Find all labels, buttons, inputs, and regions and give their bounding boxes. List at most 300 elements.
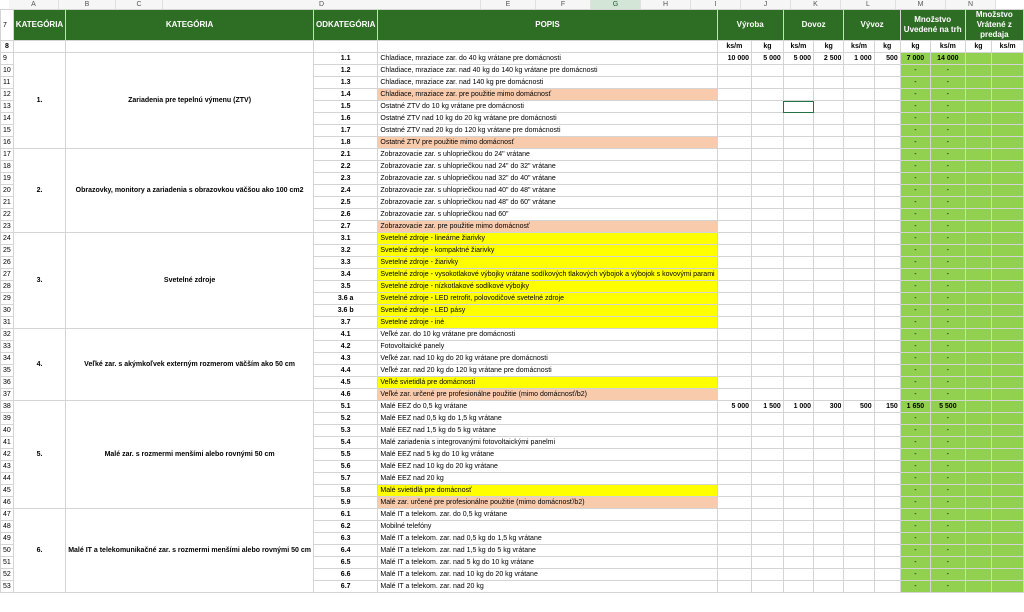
value-cell-h[interactable] [814, 149, 844, 161]
row-number[interactable]: 30 [1, 305, 14, 317]
value-cell-k[interactable]: - [900, 77, 930, 89]
value-cell-i[interactable] [844, 185, 874, 197]
subcategory-code[interactable]: 2.3 [313, 173, 377, 185]
value-cell-m[interactable] [965, 305, 992, 317]
value-cell-e[interactable] [717, 413, 752, 425]
value-cell-e[interactable] [717, 461, 752, 473]
value-cell-g[interactable] [783, 461, 813, 473]
value-cell-i[interactable] [844, 209, 874, 221]
description-cell[interactable]: Zobrazovacie zar. s uhlopriečkou nad 40" do 48" vrátane [378, 185, 717, 197]
value-cell-m[interactable] [965, 497, 992, 509]
value-cell-g[interactable] [783, 281, 813, 293]
value-cell-h[interactable] [814, 581, 844, 593]
value-cell-j[interactable] [874, 557, 900, 569]
value-cell-n[interactable] [992, 581, 1024, 593]
value-cell-k[interactable]: - [900, 353, 930, 365]
value-cell-h[interactable] [814, 413, 844, 425]
value-cell-f[interactable] [752, 197, 784, 209]
value-cell-i[interactable] [844, 497, 874, 509]
value-cell-j[interactable] [874, 197, 900, 209]
value-cell-g[interactable] [783, 197, 813, 209]
value-cell-h[interactable] [814, 497, 844, 509]
value-cell-f[interactable] [752, 137, 784, 149]
value-cell-k[interactable]: - [900, 341, 930, 353]
value-cell-k[interactable]: - [900, 185, 930, 197]
row-number[interactable]: 26 [1, 257, 14, 269]
row-number[interactable]: 46 [1, 497, 14, 509]
value-cell-g[interactable]: 5 000 [783, 53, 813, 65]
description-cell[interactable]: Veľké svietidlá pre domácnosti [378, 377, 717, 389]
value-cell-k[interactable]: - [900, 473, 930, 485]
value-cell-l[interactable]: - [931, 197, 966, 209]
value-cell-h[interactable] [814, 113, 844, 125]
row-number[interactable]: 16 [1, 137, 14, 149]
value-cell-h[interactable] [814, 557, 844, 569]
description-cell[interactable]: Veľké zar. určené pre profesionálne použitie (mimo domácnosť/b2) [378, 389, 717, 401]
value-cell-l[interactable]: - [931, 233, 966, 245]
value-cell-e[interactable] [717, 305, 752, 317]
value-cell-l[interactable]: - [931, 341, 966, 353]
value-cell-k[interactable]: - [900, 149, 930, 161]
value-cell-l[interactable]: - [931, 569, 966, 581]
row-number[interactable]: 8 [1, 41, 14, 53]
subcategory-code[interactable]: 5.9 [313, 497, 377, 509]
value-cell-g[interactable]: 1 000 [783, 401, 813, 413]
value-cell-k[interactable]: - [900, 521, 930, 533]
value-cell-f[interactable] [752, 269, 784, 281]
value-cell-i[interactable] [844, 149, 874, 161]
value-cell-n[interactable] [992, 437, 1024, 449]
category-name[interactable]: Malé IT a telekomunikačné zar. s rozmermi menšími alebo rovnými 50 cm [66, 509, 314, 593]
value-cell-e[interactable] [717, 365, 752, 377]
row-number[interactable]: 18 [1, 161, 14, 173]
description-cell[interactable]: Malé svietidlá pre domácnosť [378, 485, 717, 497]
value-cell-j[interactable] [874, 101, 900, 113]
subcategory-code[interactable]: 5.6 [313, 461, 377, 473]
value-cell-i[interactable] [844, 581, 874, 593]
row-number[interactable]: 11 [1, 77, 14, 89]
value-cell-i[interactable]: 1 000 [844, 53, 874, 65]
value-cell-f[interactable] [752, 161, 784, 173]
value-cell-n[interactable] [992, 113, 1024, 125]
value-cell-j[interactable] [874, 281, 900, 293]
subcategory-code[interactable]: 5.3 [313, 425, 377, 437]
value-cell-k[interactable]: - [900, 545, 930, 557]
value-cell-e[interactable] [717, 485, 752, 497]
subcategory-code[interactable]: 3.6 a [313, 293, 377, 305]
value-cell-k[interactable]: - [900, 65, 930, 77]
value-cell-n[interactable] [992, 533, 1024, 545]
value-cell-g[interactable] [783, 209, 813, 221]
unit-cell[interactable]: kg [752, 41, 784, 53]
value-cell-n[interactable] [992, 389, 1024, 401]
value-cell-j[interactable] [874, 113, 900, 125]
value-cell-e[interactable] [717, 437, 752, 449]
description-cell[interactable]: Malé EEZ nad 0,5 kg do 1,5 kg vrátane [378, 413, 717, 425]
subcategory-code[interactable]: 6.7 [313, 581, 377, 593]
value-cell-m[interactable] [965, 197, 992, 209]
value-cell-g[interactable] [783, 113, 813, 125]
subcategory-code[interactable]: 1.2 [313, 65, 377, 77]
value-cell-f[interactable] [752, 113, 784, 125]
value-cell-k[interactable]: - [900, 317, 930, 329]
value-cell-f[interactable] [752, 365, 784, 377]
description-cell[interactable]: Zobrazovacie zar. s uhlopriečkou nad 48" do 60" vrátane [378, 197, 717, 209]
value-cell-i[interactable] [844, 305, 874, 317]
description-cell[interactable]: Zobrazovacie zar. s uhlopriečkou nad 24" do 32" vrátane [378, 161, 717, 173]
subcategory-code[interactable]: 6.1 [313, 509, 377, 521]
value-cell-j[interactable] [874, 497, 900, 509]
value-cell-i[interactable] [844, 101, 874, 113]
value-cell-h[interactable] [814, 377, 844, 389]
value-cell-g[interactable] [783, 245, 813, 257]
value-cell-k[interactable]: - [900, 485, 930, 497]
value-cell-n[interactable] [992, 401, 1024, 413]
value-cell-n[interactable] [992, 413, 1024, 425]
value-cell-m[interactable] [965, 329, 992, 341]
value-cell-n[interactable] [992, 317, 1024, 329]
subcategory-code[interactable]: 3.4 [313, 269, 377, 281]
column-header-c[interactable]: C [116, 0, 163, 9]
value-cell-g[interactable] [783, 449, 813, 461]
value-cell-n[interactable] [992, 497, 1024, 509]
value-cell-e[interactable]: 10 000 [717, 53, 752, 65]
value-cell-m[interactable] [965, 521, 992, 533]
subcategory-code[interactable]: 3.2 [313, 245, 377, 257]
value-cell-j[interactable] [874, 161, 900, 173]
header-popis[interactable]: POPIS [378, 10, 717, 41]
value-cell-f[interactable] [752, 293, 784, 305]
subcategory-code[interactable]: 3.3 [313, 257, 377, 269]
description-cell[interactable]: Malé EEZ nad 10 kg do 20 kg vrátane [378, 461, 717, 473]
value-cell-k[interactable]: - [900, 533, 930, 545]
value-cell-m[interactable] [965, 389, 992, 401]
value-cell-k[interactable]: - [900, 173, 930, 185]
value-cell-h[interactable] [814, 245, 844, 257]
value-cell-l[interactable]: - [931, 305, 966, 317]
description-cell[interactable]: Mobilné telefóny [378, 521, 717, 533]
value-cell-l[interactable]: - [931, 245, 966, 257]
subcategory-code[interactable]: 5.1 [313, 401, 377, 413]
value-cell-n[interactable] [992, 173, 1024, 185]
value-cell-l[interactable]: - [931, 269, 966, 281]
value-cell-k[interactable]: 1 650 [900, 401, 930, 413]
row-number[interactable]: 7 [1, 10, 14, 41]
row-number[interactable]: 47 [1, 509, 14, 521]
value-cell-j[interactable] [874, 317, 900, 329]
value-cell-m[interactable] [965, 545, 992, 557]
value-cell-e[interactable] [717, 173, 752, 185]
description-cell[interactable]: Malé zar. určené pre profesionálne použitie (mimo domácnosť/b2) [378, 497, 717, 509]
value-cell-j[interactable] [874, 245, 900, 257]
description-cell[interactable]: Svetelné zdroje - LED retrofit, polovodičové svetelné zdroje [378, 293, 717, 305]
value-cell-g[interactable] [783, 377, 813, 389]
value-cell-g[interactable] [783, 413, 813, 425]
category-number[interactable]: 2. [13, 149, 65, 233]
value-cell-k[interactable]: - [900, 377, 930, 389]
value-cell-l[interactable]: - [931, 497, 966, 509]
value-cell-m[interactable] [965, 257, 992, 269]
value-cell-g[interactable] [783, 293, 813, 305]
value-cell-i[interactable] [844, 473, 874, 485]
value-cell-m[interactable] [965, 557, 992, 569]
subcategory-code[interactable]: 1.6 [313, 113, 377, 125]
value-cell-f[interactable] [752, 389, 784, 401]
subcategory-code[interactable]: 2.6 [313, 209, 377, 221]
description-cell[interactable]: Chladiace, mraziace zar. do 40 kg vrátane pre domácnosti [378, 53, 717, 65]
value-cell-n[interactable] [992, 521, 1024, 533]
description-cell[interactable]: Veľké zar. nad 20 kg do 120 kg vrátane pre domácnosti [378, 365, 717, 377]
value-cell-e[interactable] [717, 317, 752, 329]
value-cell-m[interactable] [965, 365, 992, 377]
value-cell-i[interactable] [844, 173, 874, 185]
subcategory-code[interactable]: 5.5 [313, 449, 377, 461]
value-cell-e[interactable] [717, 221, 752, 233]
value-cell-e[interactable] [717, 245, 752, 257]
value-cell-f[interactable] [752, 497, 784, 509]
value-cell-f[interactable] [752, 221, 784, 233]
value-cell-g[interactable] [783, 65, 813, 77]
subcategory-code[interactable]: 4.6 [313, 389, 377, 401]
row-number[interactable]: 44 [1, 473, 14, 485]
value-cell-g[interactable] [783, 305, 813, 317]
value-cell-n[interactable] [992, 53, 1024, 65]
cell[interactable] [313, 41, 377, 53]
value-cell-f[interactable] [752, 65, 784, 77]
value-cell-l[interactable]: - [931, 473, 966, 485]
value-cell-f[interactable] [752, 281, 784, 293]
value-cell-l[interactable]: - [931, 329, 966, 341]
value-cell-j[interactable] [874, 377, 900, 389]
value-cell-k[interactable]: - [900, 449, 930, 461]
description-cell[interactable]: Svetelné zdroje - kompaktné žiarivky [378, 245, 717, 257]
value-cell-m[interactable] [965, 317, 992, 329]
value-cell-f[interactable] [752, 173, 784, 185]
row-number[interactable]: 48 [1, 521, 14, 533]
column-header-f[interactable]: F [536, 0, 591, 9]
value-cell-l[interactable]: - [931, 413, 966, 425]
value-cell-e[interactable] [717, 125, 752, 137]
value-cell-j[interactable] [874, 269, 900, 281]
description-cell[interactable]: Ostatné ZTV do 10 kg vrátane pre domácnosti [378, 101, 717, 113]
value-cell-f[interactable] [752, 437, 784, 449]
subcategory-code[interactable]: 3.6 b [313, 305, 377, 317]
value-cell-n[interactable] [992, 461, 1024, 473]
row-number[interactable]: 40 [1, 425, 14, 437]
value-cell-j[interactable] [874, 173, 900, 185]
value-cell-j[interactable] [874, 353, 900, 365]
value-cell-m[interactable] [965, 125, 992, 137]
value-cell-j[interactable] [874, 521, 900, 533]
value-cell-h[interactable] [814, 461, 844, 473]
value-cell-f[interactable] [752, 569, 784, 581]
value-cell-j[interactable] [874, 89, 900, 101]
value-cell-i[interactable] [844, 293, 874, 305]
value-cell-i[interactable] [844, 365, 874, 377]
value-cell-f[interactable] [752, 257, 784, 269]
column-header-i[interactable]: I [691, 0, 741, 9]
value-cell-f[interactable] [752, 305, 784, 317]
value-cell-g[interactable] [783, 509, 813, 521]
row-number[interactable]: 49 [1, 533, 14, 545]
description-cell[interactable]: Malé IT a telekom. zar. nad 1,5 kg do 5 kg vrátane [378, 545, 717, 557]
row-number[interactable]: 41 [1, 437, 14, 449]
subcategory-code[interactable]: 2.7 [313, 221, 377, 233]
value-cell-m[interactable] [965, 377, 992, 389]
row-number[interactable]: 31 [1, 317, 14, 329]
value-cell-l[interactable]: - [931, 293, 966, 305]
value-cell-f[interactable] [752, 461, 784, 473]
value-cell-f[interactable] [752, 341, 784, 353]
value-cell-f[interactable] [752, 449, 784, 461]
value-cell-l[interactable]: - [931, 173, 966, 185]
value-cell-h[interactable] [814, 365, 844, 377]
value-cell-f[interactable]: 5 000 [752, 53, 784, 65]
value-cell-k[interactable]: - [900, 557, 930, 569]
value-cell-g[interactable] [783, 257, 813, 269]
value-cell-g[interactable] [783, 89, 813, 101]
description-cell[interactable]: Ostatné ZTV pre použitie mimo domácnosť [378, 137, 717, 149]
value-cell-m[interactable] [965, 401, 992, 413]
value-cell-f[interactable] [752, 521, 784, 533]
value-cell-j[interactable] [874, 413, 900, 425]
value-cell-l[interactable]: - [931, 377, 966, 389]
value-cell-m[interactable] [965, 449, 992, 461]
value-cell-f[interactable]: 1 500 [752, 401, 784, 413]
subcategory-code[interactable]: 5.2 [313, 413, 377, 425]
value-cell-m[interactable] [965, 161, 992, 173]
category-number[interactable]: 1. [13, 53, 65, 149]
value-cell-i[interactable] [844, 281, 874, 293]
value-cell-g[interactable] [783, 341, 813, 353]
column-header-d[interactable]: D [163, 0, 481, 9]
value-cell-h[interactable] [814, 509, 844, 521]
value-cell-n[interactable] [992, 305, 1024, 317]
subcategory-code[interactable]: 1.5 [313, 101, 377, 113]
value-cell-m[interactable] [965, 533, 992, 545]
value-cell-e[interactable] [717, 137, 752, 149]
value-cell-n[interactable] [992, 377, 1024, 389]
value-cell-h[interactable] [814, 209, 844, 221]
value-cell-e[interactable] [717, 113, 752, 125]
value-cell-m[interactable] [965, 173, 992, 185]
value-cell-h[interactable]: 2 500 [814, 53, 844, 65]
row-number[interactable]: 52 [1, 569, 14, 581]
row-number[interactable]: 42 [1, 449, 14, 461]
value-cell-i[interactable] [844, 377, 874, 389]
value-cell-f[interactable] [752, 89, 784, 101]
value-cell-f[interactable] [752, 185, 784, 197]
value-cell-h[interactable] [814, 293, 844, 305]
value-cell-h[interactable] [814, 317, 844, 329]
value-cell-e[interactable] [717, 569, 752, 581]
description-cell[interactable]: Chladiace, mraziace zar. pre použitie mimo domácnosť [378, 89, 717, 101]
value-cell-h[interactable] [814, 533, 844, 545]
value-cell-l[interactable]: - [931, 149, 966, 161]
value-cell-i[interactable] [844, 413, 874, 425]
value-cell-h[interactable] [814, 101, 844, 113]
value-cell-i[interactable] [844, 545, 874, 557]
value-cell-h[interactable] [814, 185, 844, 197]
value-cell-e[interactable] [717, 161, 752, 173]
value-cell-k[interactable]: - [900, 269, 930, 281]
value-cell-m[interactable] [965, 581, 992, 593]
value-cell-i[interactable] [844, 65, 874, 77]
value-cell-m[interactable] [965, 461, 992, 473]
value-cell-m[interactable] [965, 437, 992, 449]
value-cell-m[interactable] [965, 269, 992, 281]
value-cell-h[interactable] [814, 521, 844, 533]
value-cell-j[interactable] [874, 389, 900, 401]
header-odkategoria[interactable]: ODKATEGÓRIA [313, 10, 377, 41]
subcategory-code[interactable]: 6.2 [313, 521, 377, 533]
row-number[interactable]: 38 [1, 401, 14, 413]
value-cell-f[interactable] [752, 209, 784, 221]
data-grid[interactable] [0, 9, 1024, 593]
value-cell-l[interactable]: - [931, 281, 966, 293]
value-cell-g[interactable] [783, 317, 813, 329]
value-cell-j[interactable] [874, 437, 900, 449]
value-cell-f[interactable] [752, 77, 784, 89]
value-cell-n[interactable] [992, 245, 1024, 257]
value-cell-h[interactable] [814, 65, 844, 77]
description-cell[interactable]: Svetelné zdroje - lineárne žiarivky [378, 233, 717, 245]
description-cell[interactable]: Ostatné ZTV nad 20 kg do 120 kg vrátane pre domácnosti [378, 125, 717, 137]
value-cell-e[interactable] [717, 233, 752, 245]
value-cell-l[interactable]: - [931, 533, 966, 545]
value-cell-m[interactable] [965, 509, 992, 521]
value-cell-n[interactable] [992, 161, 1024, 173]
value-cell-g[interactable] [783, 353, 813, 365]
value-cell-k[interactable]: - [900, 329, 930, 341]
row-number[interactable]: 19 [1, 173, 14, 185]
value-cell-e[interactable] [717, 353, 752, 365]
value-cell-e[interactable] [717, 341, 752, 353]
value-cell-i[interactable] [844, 221, 874, 233]
row-number[interactable]: 45 [1, 485, 14, 497]
value-cell-h[interactable] [814, 425, 844, 437]
value-cell-f[interactable] [752, 125, 784, 137]
value-cell-m[interactable] [965, 149, 992, 161]
value-cell-n[interactable] [992, 89, 1024, 101]
value-cell-l[interactable]: - [931, 317, 966, 329]
value-cell-i[interactable] [844, 557, 874, 569]
value-cell-h[interactable] [814, 233, 844, 245]
value-cell-m[interactable] [965, 89, 992, 101]
description-cell[interactable]: Svetelné zdroje - nízkotlakové sodíkové výbojky [378, 281, 717, 293]
value-cell-i[interactable] [844, 389, 874, 401]
column-header-e[interactable]: E [481, 0, 536, 9]
row-number[interactable]: 35 [1, 365, 14, 377]
value-cell-i[interactable] [844, 341, 874, 353]
description-cell[interactable]: Zobrazovacie zar. pre použitie mimo domácnosť [378, 221, 717, 233]
value-cell-f[interactable] [752, 353, 784, 365]
value-cell-i[interactable] [844, 245, 874, 257]
value-cell-k[interactable]: - [900, 413, 930, 425]
value-cell-h[interactable] [814, 449, 844, 461]
value-cell-l[interactable]: - [931, 449, 966, 461]
category-number[interactable]: 6. [13, 509, 65, 593]
value-cell-k[interactable]: - [900, 245, 930, 257]
value-cell-f[interactable] [752, 545, 784, 557]
subcategory-code[interactable]: 3.7 [313, 317, 377, 329]
value-cell-j[interactable] [874, 233, 900, 245]
value-cell-e[interactable] [717, 77, 752, 89]
column-header-m[interactable]: M [896, 0, 946, 9]
value-cell-j[interactable] [874, 209, 900, 221]
value-cell-g[interactable] [783, 569, 813, 581]
value-cell-e[interactable] [717, 185, 752, 197]
